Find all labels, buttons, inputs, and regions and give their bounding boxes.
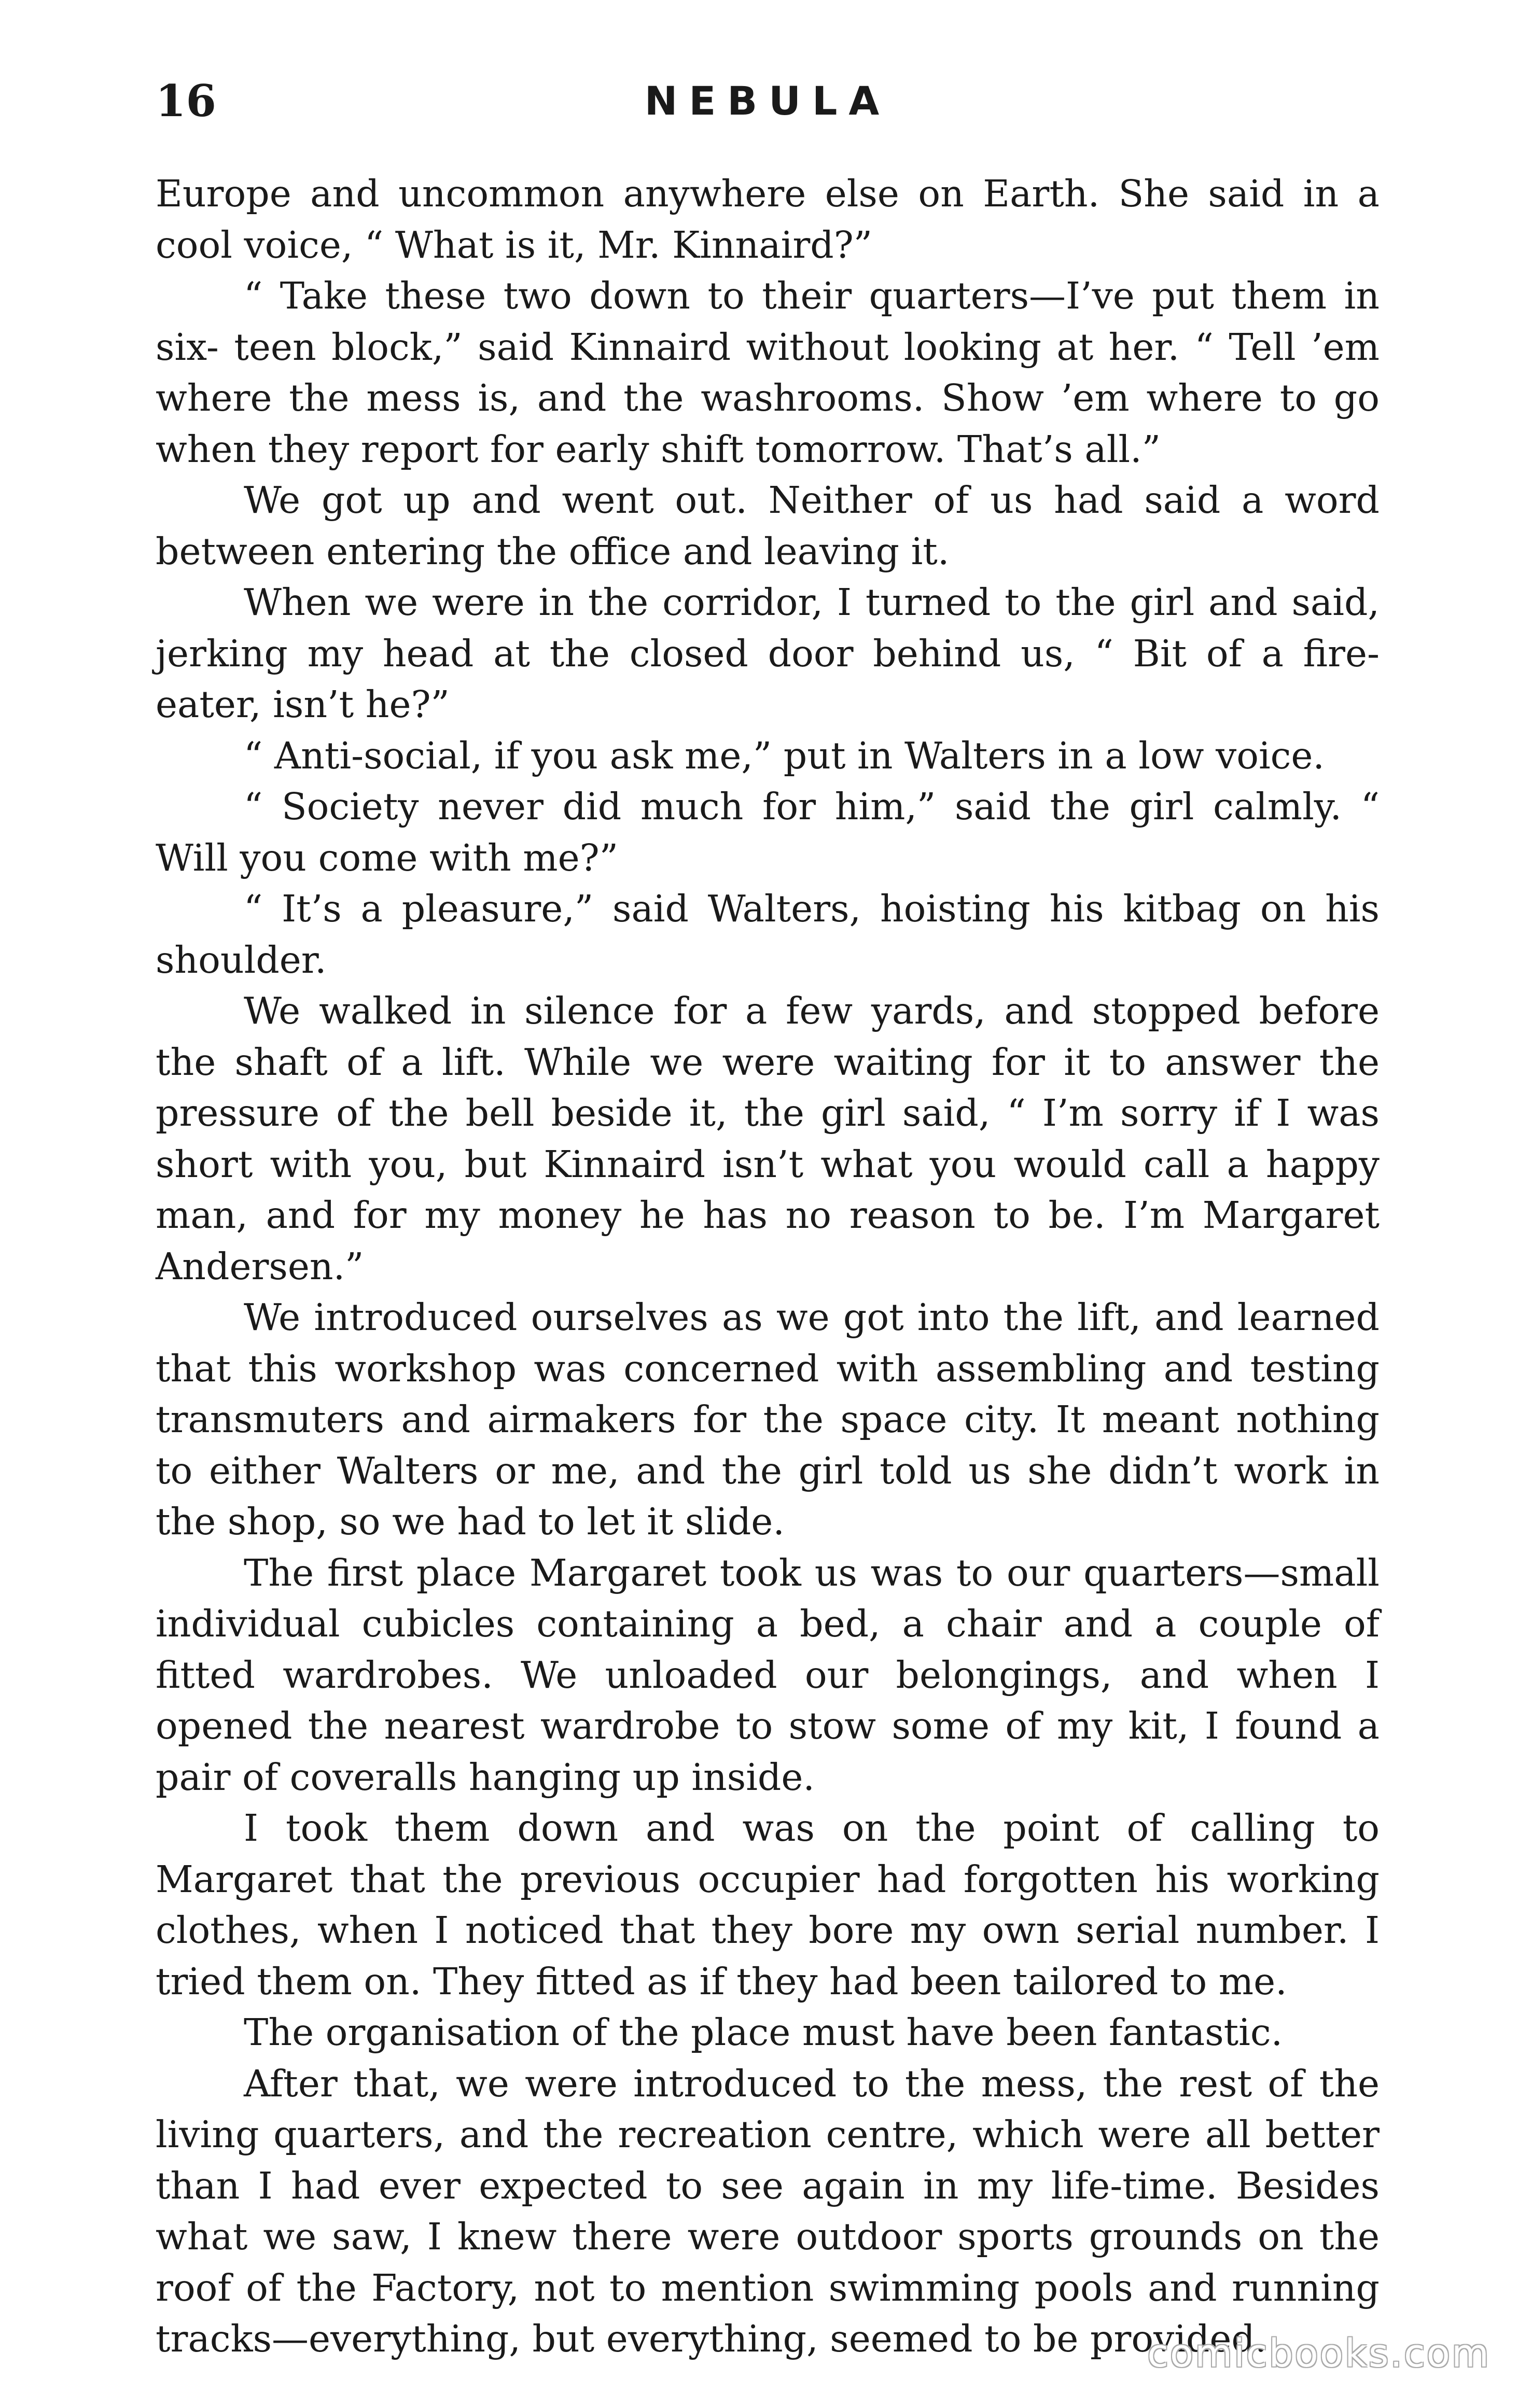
paragraph-5: “ Anti-social, if you ask me,” put in Walters in a low voice. — [244, 734, 1325, 777]
paragraph-2: “ Take these two down to their quarters—I’ve put them in six- teen block,” said Kinnaird without looking at her. “ Tell ’em where the mess is, and the washrooms. Show ’em where to go when they report for early shift tomorrow. That’s all.” — [156, 274, 1380, 471]
paragraph-12: The organisation of the place must have been fantastic. — [244, 2011, 1283, 2054]
paragraph-3: We got up and went out. Neither of us had said a word between entering the office and leaving it. — [156, 479, 1380, 573]
paragraph-8: We walked in silence for a few yards, and stopped before the shaft of a lift. While we were waiting for it to answer the pressure of the bell beside it, the girl said, “ I’m sorry if I was short with you, but Kinnaird isn’t what you would call a happy man, and for my money he has no reason to be. I’m Margaret Andersen.” — [156, 989, 1380, 1288]
paragraph-1: Europe and uncommon anywhere else on Earth. She said in a cool voice, “ What is it, Mr. Kinnaird?” — [156, 172, 1380, 267]
paragraph-11: I took them down and was on the point of calling to Margaret that the previous occupier had forgotten his working clothes, when I noticed that they bore my own serial number. I tried them on. They fitted as if they had been tailored to me. — [156, 1807, 1380, 2003]
paragraph-7: “ It’s a pleasure,” said Walters, hoisting his kitbag on his shoulder. — [156, 887, 1380, 982]
paragraph-13: After that, we were introduced to the mess, the rest of the living quarters, and the recreation centre, which were all better than I had ever expected to see again in my life-time. Besides what we saw, I knew there were outdoor sports grounds on the roof of the Factory, not to mention swimming pools and running tracks—everything, but everything, seemed to be provided. — [156, 2062, 1380, 2360]
paragraph-6: “ Society never did much for him,” said the girl calmly. “ Will you come with me?” — [156, 785, 1380, 879]
page-header — [156, 73, 1380, 130]
paragraph-4: When we were in the corridor, I turned to the girl and said, jerking my head at the closed door behind us, “ Bit of a fire-eater, isn’t he?” — [156, 581, 1380, 726]
paragraph-10: The first place Margaret took us was to our quarters—small individual cubicles containing a bed, a chair and a couple of fitted wardrobes. We unloaded our belongings, and when I opened the nearest wardrobe to stow some of my kit, I found a pair of coveralls hanging up inside. — [156, 1551, 1380, 1799]
body-text — [156, 169, 1380, 2365]
running-title: NEBULA — [644, 78, 891, 124]
watermark: comicbooks.com — [1147, 2331, 1491, 2376]
paragraph-9: We introduced ourselves as we got into the lift, and learned that this workshop was concerned with assembling and testing transmuters and airmakers for the space city. It meant nothing to either Walters or me, and the girl told us she didn’t work in the shop, so we had to let it slide. — [156, 1296, 1380, 1543]
page-number: 16 — [156, 75, 216, 127]
